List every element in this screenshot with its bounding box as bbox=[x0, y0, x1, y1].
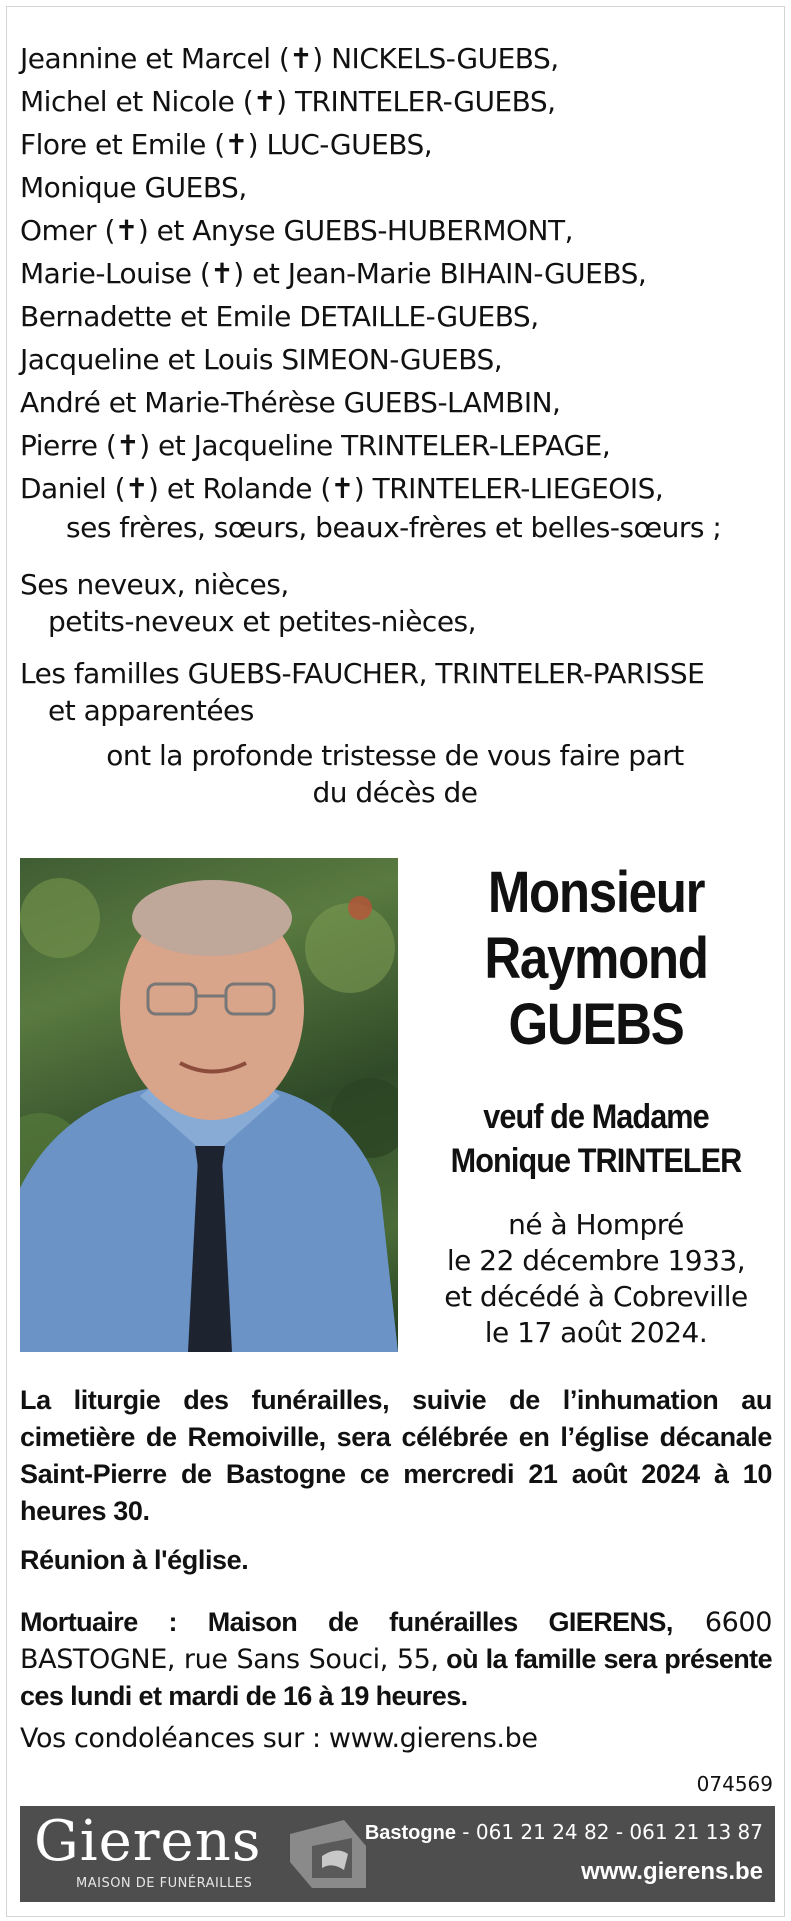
condolences-line: Vos condoléances sur : www.gierens.be bbox=[20, 1723, 538, 1754]
death-place: et décédé à Cobreville bbox=[444, 1280, 748, 1313]
mortuary-address: 6600 BASTOGNE, rue Sans Souci, 55, bbox=[20, 1607, 772, 1675]
mortuary-label: Mortuaire : Maison de funérailles GIERENS, bbox=[20, 1607, 673, 1637]
family-line: Jeannine et Marcel (✝) NICKELS-GUEBS, bbox=[20, 42, 559, 75]
funeral-liturgy: La liturgie des funérailles, suivie de l’inhumation au cimetière de Remoiville, sera célébrée en l’église décanale Saint-Pierre de Bastogne ce mercredi 21 août 2024 à 10 heures 30. bbox=[20, 1385, 772, 1526]
announcement-line: ont la profonde tristesse de vous faire part bbox=[106, 739, 684, 772]
mortuary-presence: où la famille sera présente ces lundi et mardi de 16 à 19 heures. bbox=[20, 1644, 772, 1711]
family-line: Marie-Louise (✝) et Jean-Marie BIHAIN-GUEBS, bbox=[20, 257, 647, 290]
family-line: Bernadette et Emile DETAILLE-GUEBS, bbox=[20, 300, 539, 333]
nephews-line: petits-neveux et petites-nièces, bbox=[48, 605, 477, 638]
widow-line: Monique TRINTELER bbox=[450, 1142, 742, 1180]
family-line: Flore et Emile (✝) LUC-GUEBS, bbox=[20, 128, 433, 161]
family-line: Daniel (✝) et Rolande (✝) TRINTELER-LIEGEOIS, bbox=[20, 472, 664, 505]
funeral-home-website[interactable]: www.gierens.be bbox=[581, 1858, 763, 1885]
deceased-title: Monsieur bbox=[487, 860, 705, 925]
death-date: le 17 août 2024. bbox=[484, 1316, 708, 1349]
family-line: Jacqueline et Louis SIMEON-GUEBS, bbox=[20, 343, 503, 376]
portrait-illustration bbox=[20, 858, 398, 1352]
family-line: Pierre (✝) et Jacqueline TRINTELER-LEPAGE, bbox=[20, 429, 611, 462]
deceased-first-name: Raymond bbox=[484, 926, 708, 991]
deceased-last-name: GUEBS bbox=[508, 992, 684, 1057]
family-line: André et Marie-Thérèse GUEBS-LAMBIN, bbox=[20, 386, 561, 419]
family-line: Michel et Nicole (✝) TRINTELER-GUEBS, bbox=[20, 85, 556, 118]
families-line: et apparentées bbox=[48, 694, 254, 727]
logo-emblem-icon bbox=[282, 1816, 372, 1892]
nephews-line: Ses neveux, nièces, bbox=[20, 568, 289, 601]
funeral-home-logo: Gierens bbox=[34, 1809, 262, 1874]
funeral-home-city: Bastogne bbox=[364, 1822, 456, 1844]
announcement-line: du décès de bbox=[312, 776, 478, 809]
families-line: Les familles GUEBS-FAUCHER, TRINTELER-PARISSE bbox=[20, 657, 705, 690]
phone-numbers: - 061 21 24 82 - 061 21 13 87 bbox=[455, 1820, 763, 1844]
widow-line: veuf de Madame bbox=[483, 1098, 709, 1136]
portrait-photo bbox=[20, 858, 398, 1352]
siblings-note: ses frères, sœurs, beaux-frères et belles-sœurs ; bbox=[66, 511, 722, 544]
mortuary-info bbox=[20, 1604, 772, 1715]
funeral-home-subtitle: MAISON DE FUNÉRAILLES bbox=[76, 1876, 253, 1891]
funeral-home-phones bbox=[365, 1820, 763, 1845]
funeral-meeting: Réunion à l'église. bbox=[20, 1545, 249, 1575]
birth-date: le 22 décembre 1933, bbox=[446, 1244, 746, 1277]
funeral-home-banner bbox=[20, 1806, 775, 1902]
birth-place: né à Hompré bbox=[508, 1208, 684, 1241]
family-line: Omer (✝) et Anyse GUEBS-HUBERMONT, bbox=[20, 214, 573, 247]
family-line: Monique GUEBS, bbox=[20, 171, 247, 204]
reference-number: 074569 bbox=[696, 1772, 773, 1796]
